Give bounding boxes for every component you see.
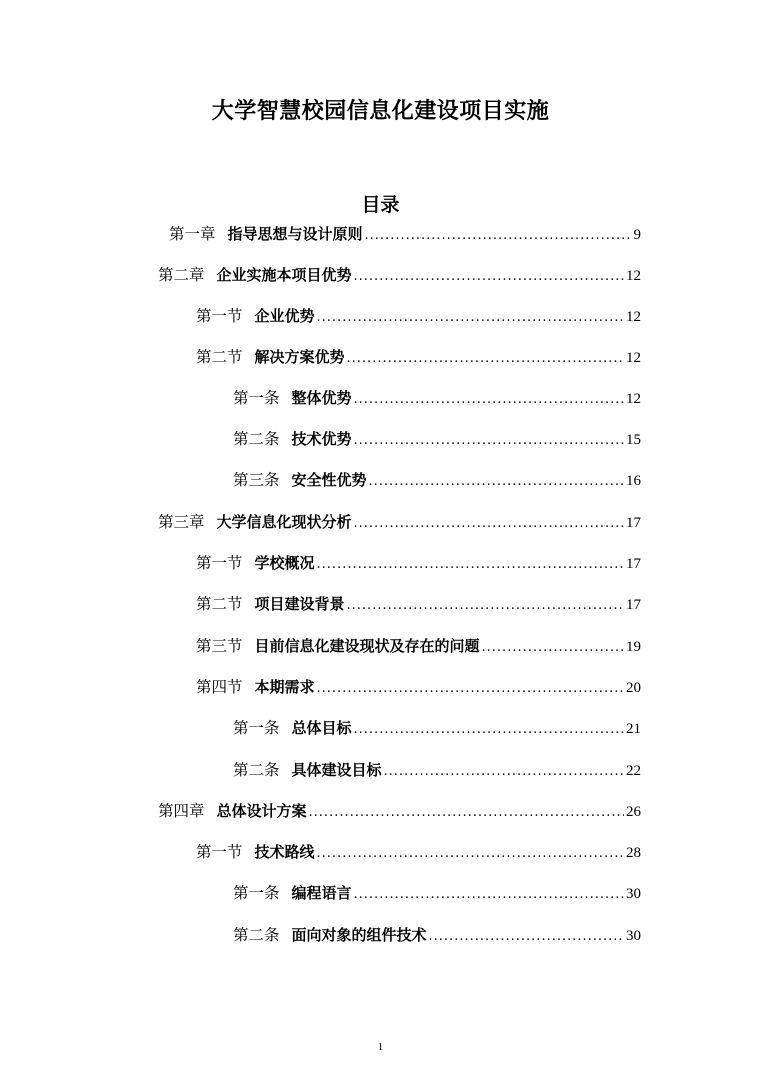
toc-entry-chapter[interactable] bbox=[158, 510, 641, 534]
toc-entry-number: 第二条 bbox=[233, 761, 280, 779]
toc-leader-dots bbox=[384, 764, 624, 779]
toc-leader-dots bbox=[354, 433, 624, 448]
toc-entry-title: 面向对象的组件技术 bbox=[291, 926, 427, 944]
toc-entry-title: 目前信息化建设现状及存在的问题 bbox=[254, 637, 480, 655]
toc-entry-page: 30 bbox=[626, 928, 641, 944]
toc-entry-title: 具体建设目标 bbox=[291, 761, 382, 779]
toc-entry-number: 第二节 bbox=[196, 348, 243, 366]
toc-entry-title: 总体设计方案 bbox=[216, 802, 307, 820]
toc-entry-article[interactable] bbox=[233, 716, 641, 740]
toc-entry-title: 技术优势 bbox=[291, 430, 352, 448]
toc-entry-page: 12 bbox=[626, 391, 641, 407]
toc-entry-number: 第四章 bbox=[158, 802, 205, 820]
toc-entry-section[interactable] bbox=[196, 304, 641, 328]
toc-entry-page: 28 bbox=[626, 845, 641, 861]
toc-leader-dots bbox=[317, 310, 624, 325]
toc-leader-dots bbox=[317, 846, 624, 861]
toc-entry-chapter[interactable] bbox=[158, 799, 641, 823]
toc-entry-number: 第一节 bbox=[196, 843, 243, 861]
toc-entry-page: 20 bbox=[626, 680, 641, 696]
toc-entry-number: 第一条 bbox=[233, 389, 280, 407]
toc-entry-title: 企业优势 bbox=[254, 307, 315, 325]
document-title: 大学智慧校园信息化建设项目实施 bbox=[211, 99, 550, 124]
toc-leader-dots bbox=[429, 929, 624, 944]
toc-entry-title: 技术路线 bbox=[254, 843, 315, 861]
toc-entry-number: 第三章 bbox=[158, 513, 205, 531]
toc-leader-dots bbox=[317, 681, 624, 696]
toc-entry-number: 第一条 bbox=[233, 719, 280, 737]
toc-entry-page: 12 bbox=[626, 268, 641, 284]
toc-entry-title: 企业实施本项目优势 bbox=[216, 266, 352, 284]
toc-leader-dots bbox=[354, 516, 624, 531]
toc-entry-number: 第一节 bbox=[196, 307, 243, 325]
toc-entry-article[interactable] bbox=[233, 923, 641, 947]
toc-entry-section[interactable] bbox=[196, 840, 641, 864]
toc-entry-article[interactable] bbox=[233, 427, 641, 451]
toc-entry-title: 整体优势 bbox=[291, 389, 352, 407]
toc-leader-dots bbox=[482, 640, 624, 655]
toc-entry-title: 指导思想与设计原则 bbox=[227, 225, 363, 243]
toc-entry-page: 15 bbox=[626, 432, 641, 448]
toc-entry-title: 大学信息化现状分析 bbox=[216, 513, 352, 531]
toc-entry-article[interactable] bbox=[233, 758, 641, 782]
toc-entry-title: 本期需求 bbox=[254, 678, 315, 696]
toc-entry-article[interactable] bbox=[233, 468, 641, 492]
toc-entry-article[interactable] bbox=[233, 881, 641, 905]
toc-entry-title: 编程语言 bbox=[291, 884, 352, 902]
toc-entry-section[interactable] bbox=[196, 345, 641, 369]
toc-entry-title: 安全性优势 bbox=[291, 471, 367, 489]
toc-entry-page: 26 bbox=[626, 804, 641, 820]
toc-leader-dots bbox=[354, 722, 624, 737]
toc-entry-page: 16 bbox=[626, 473, 641, 489]
toc-entry-page: 30 bbox=[626, 886, 641, 902]
page-number: 1 bbox=[377, 1041, 384, 1053]
toc-entry-section[interactable] bbox=[196, 592, 641, 616]
toc-entry-number: 第一节 bbox=[196, 554, 243, 572]
toc-leader-dots bbox=[354, 269, 624, 284]
toc-leader-dots bbox=[347, 351, 624, 366]
toc-entry-title: 项目建设背景 bbox=[254, 595, 345, 613]
toc-leader-dots bbox=[365, 228, 632, 243]
toc-leader-dots bbox=[309, 805, 624, 820]
toc-entry-page: 17 bbox=[626, 597, 641, 613]
toc-entry-number: 第一章 bbox=[169, 225, 216, 243]
toc-entry-number: 第一条 bbox=[233, 884, 280, 902]
toc-entry-number: 第四节 bbox=[196, 678, 243, 696]
toc-entry-number: 第三条 bbox=[233, 471, 280, 489]
toc-entry-page: 12 bbox=[626, 350, 641, 366]
toc-entry-number: 第二条 bbox=[233, 430, 280, 448]
toc-leader-dots bbox=[317, 557, 624, 572]
toc-entry-article[interactable] bbox=[233, 386, 641, 410]
toc-entry-number: 第二条 bbox=[233, 926, 280, 944]
toc-entry-title: 解决方案优势 bbox=[254, 348, 345, 366]
toc-entry-title: 总体目标 bbox=[291, 719, 352, 737]
toc-entry-number: 第三节 bbox=[196, 637, 243, 655]
toc-entry-title: 学校概况 bbox=[254, 554, 315, 572]
toc-entry-section[interactable] bbox=[196, 551, 641, 575]
toc-entry-number: 第二节 bbox=[196, 595, 243, 613]
toc-leader-dots bbox=[354, 887, 624, 902]
toc-leader-dots bbox=[354, 392, 624, 407]
toc-leader-dots bbox=[347, 598, 624, 613]
toc-entry-page: 21 bbox=[626, 721, 641, 737]
toc-entry-section[interactable] bbox=[196, 634, 641, 658]
toc-entry-page: 19 bbox=[626, 639, 641, 655]
toc-entry-page: 17 bbox=[626, 515, 641, 531]
toc-entry-section[interactable] bbox=[196, 675, 641, 699]
toc-leader-dots bbox=[369, 474, 624, 489]
toc-entry-page: 12 bbox=[626, 309, 641, 325]
toc-entry-page: 22 bbox=[626, 763, 641, 779]
toc-entry-number: 第二章 bbox=[158, 266, 205, 284]
toc-entry-page: 17 bbox=[626, 556, 641, 572]
toc-heading: 目录 bbox=[361, 194, 400, 216]
toc-entry-chapter[interactable] bbox=[169, 222, 641, 246]
toc-entry-chapter[interactable] bbox=[158, 263, 641, 287]
toc-entry-page: 9 bbox=[633, 227, 641, 243]
